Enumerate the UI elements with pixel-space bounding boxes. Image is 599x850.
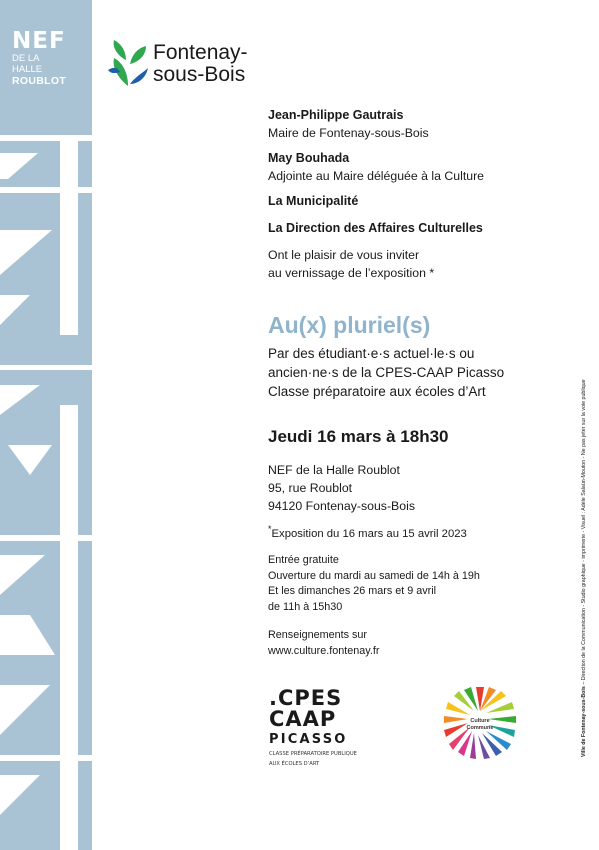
cpes-logo-line1: .CPES [269,686,343,710]
truss-pattern [0,135,92,850]
cc-logo-line1: Culture [470,718,490,724]
event-date: Jeudi 16 mars à 18h30 [268,427,449,446]
fontenay-logo-text [153,42,248,86]
exhibition-subtitle-line: Par des étudiant·e·s actuel·le·s ou [268,346,475,361]
truss-triangle [0,385,40,415]
exhibition-subtitle-line: Classe préparatoire aux écoles d’Art [268,384,486,399]
credits-rest: – Direction de la Communication - Studio graphique - imprimerie - Visuel : Adèle Salaün-Mouton - Ne pas jeter sur la voie publique [581,379,587,687]
exhibition-dates-note [268,524,467,540]
truss-post-bottom [60,405,78,850]
truss-triangle [0,153,38,179]
organizer-name: La Direction des Affaires Culturelles [268,221,483,235]
truss-bar [0,755,92,761]
contact-info [268,628,379,659]
host-name: May Bouhada [268,151,350,165]
host-role: Maire de Fontenay-sous-Bois [268,126,429,140]
info-line: Et les dimanches 26 mars et 9 avril [268,585,437,597]
cpes-logo-line3: PICASSO [269,732,348,747]
exhibition-subtitle [268,344,504,401]
host-name: Jean-Philippe Gautrais [268,108,404,122]
culture-commune-logo-icon [440,683,520,763]
truss-triangle [0,295,30,325]
fontenay-logo-leaf-icon [108,38,150,88]
truss-triangle [8,445,52,475]
truss-bar [0,135,92,141]
cpes-logo-caption: CLASSE PRÉPARATOIRE PUBLIQUE [269,751,357,757]
nef-logo-line2: HALLE [12,64,43,75]
truss-post-top [60,135,78,335]
organizer-name: La Municipalité [268,194,359,208]
truss-triangle [0,775,40,815]
truss-triangle [0,685,50,735]
venue-city: 94120 Fontenay-sous-Bois [268,499,415,513]
nef-logo-line3: ROUBLOT [12,75,67,87]
practical-info [268,553,480,615]
fontenay-logo-line1: Fontenay- [153,41,248,64]
fontenay-logo-line2: sous-Bois [153,63,246,86]
cc-logo-line2: Commune [466,725,494,731]
venue-name: NEF de la Halle Roublot [268,463,400,477]
footnote-marker: * [268,524,272,534]
invitation-line: Ont le plaisir de vous inviter [268,248,420,262]
truss-triangle [0,555,45,595]
cpes-logo-line2: CAAP [269,707,337,731]
truss-triangle [0,615,55,655]
contact-url-link[interactable]: www.culture.fontenay.fr [268,644,380,657]
cpes-caap-picasso-logo [269,688,364,767]
host-role: Adjointe au Maire déléguée à la Culture [268,169,485,183]
truss-bar [0,535,92,541]
info-line: de 11h à 15h30 [268,600,343,613]
exhibition-dates-text: Exposition du 16 mars au 15 avril 2023 [271,527,467,540]
nef-logo-line1: DE LA [12,53,40,64]
cpes-logo-caption: AUX ÉCOLES D’ART [269,761,320,767]
invitation-line: au vernissage de l’exposition * [268,266,435,280]
hosts-block [268,106,568,282]
contact-label: Renseignements sur [268,629,368,641]
credits-vertical-text [581,379,587,757]
info-line: Ouverture du mardi au samedi de 14h à 19h [268,569,480,582]
exhibition-subtitle-line: ancien·ne·s de la CPES-CAAP Picasso [268,365,505,380]
info-line: Entrée gratuite [268,554,339,566]
truss-triangle [0,230,52,275]
truss-bar [0,365,92,370]
venue-street: 95, rue Roublot [268,481,353,495]
event-address [268,461,415,515]
credits-bold: Ville de Fontenay-sous-Bois [581,686,587,757]
nef-logo-title: NEF [12,28,66,54]
exhibition-title: Au(x) pluriel(s) [268,312,431,338]
truss-bar [0,187,92,193]
nef-logo [12,30,90,87]
